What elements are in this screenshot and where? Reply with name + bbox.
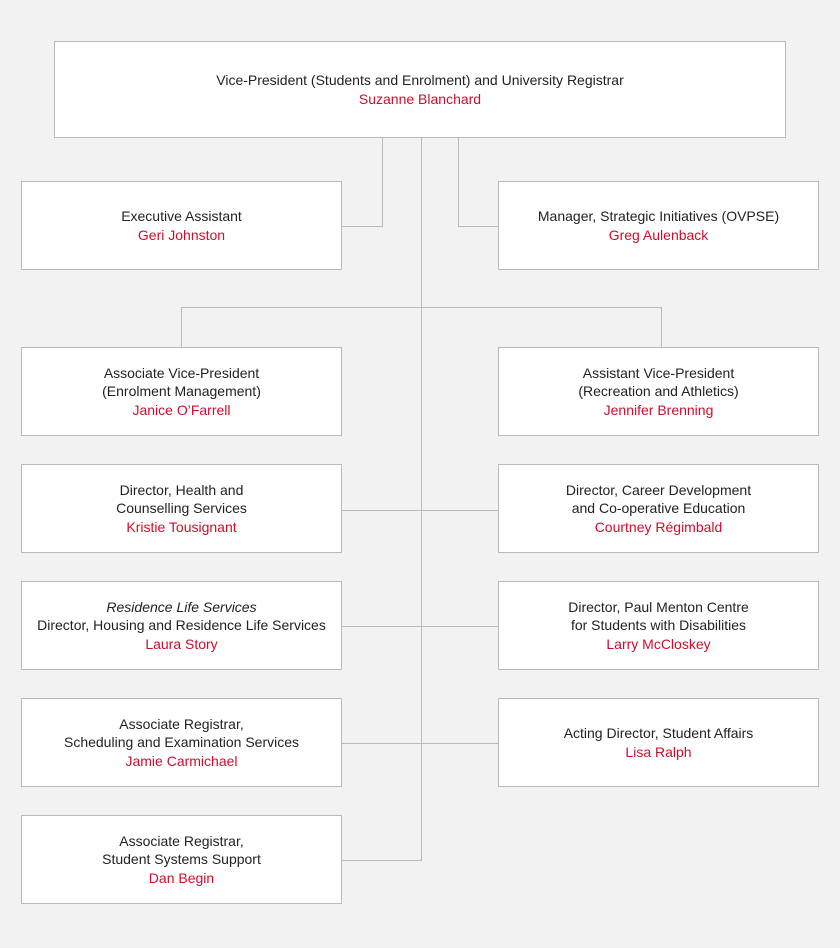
box-title-line: Acting Director, Student Affairs (563, 725, 754, 741)
connector-asvp-v (661, 307, 662, 348)
box-person-name: Jamie Carmichael (125, 752, 238, 769)
connector-branch-h (181, 307, 662, 308)
box-title-line: Director, Housing and Residence Life Services (37, 617, 326, 634)
connector-mgr-h (458, 226, 499, 227)
connector-row-sched-affairs (342, 743, 499, 744)
connector-avp-v (181, 307, 182, 348)
box-manager-strategic (498, 181, 819, 270)
box-person-name: Laura Story (145, 635, 218, 652)
box-executive-assistant (21, 181, 342, 270)
box-title-line: and Co-operative Education (571, 500, 746, 517)
box-title-line: for Students with Disabilities (570, 617, 747, 634)
box-title-line: Executive Assistant (121, 208, 242, 224)
box-housing-residence (21, 581, 342, 670)
connector-spine (421, 138, 422, 861)
connector-exec-v (382, 138, 383, 227)
box-person-name: Courtney Régimbald (594, 518, 723, 535)
box-title-line: Director, Paul Menton Centre (568, 598, 749, 615)
box-paul-menton-centre (498, 581, 819, 670)
connector-row-health-career (342, 510, 499, 511)
connector-mgr-v (458, 138, 459, 227)
box-title-line: Associate Vice-President (103, 364, 260, 381)
box-title-line: (Recreation and Athletics) (578, 383, 739, 400)
box-title-line: Scheduling and Examination Services (63, 734, 300, 751)
box-title-line: Associate Registrar, (119, 715, 244, 732)
box-assistant-vp (498, 347, 819, 436)
box-title-line: Director, Health and (119, 481, 244, 498)
box-title-line: Vice-President (Students and Enrolment) and University Registrar (216, 72, 624, 88)
box-title-line: (Enrolment Management) (102, 383, 261, 400)
box-title-line: Counselling Services (116, 500, 247, 517)
connector-row-systems (342, 860, 422, 861)
box-title-line: Assistant Vice-President (582, 364, 735, 381)
box-title-line: Student Systems Support (102, 851, 261, 868)
box-health-counselling (21, 464, 342, 553)
connector-row-housing-pmc (342, 626, 499, 627)
box-title-line: Manager, Strategic Initiatives (OVPSE) (537, 208, 780, 224)
box-person-name: Lisa Ralph (625, 743, 692, 760)
box-title-line: Associate Registrar, (119, 832, 244, 849)
box-person-name: Suzanne Blanchard (358, 90, 482, 107)
box-person-name: Geri Johnston (137, 226, 226, 243)
box-person-name: Greg Aulenback (608, 226, 709, 243)
box-associate-vp (21, 347, 342, 436)
box-person-name: Jennifer Brenning (603, 401, 714, 418)
box-student-systems (21, 815, 342, 904)
box-person-name: Larry McCloskey (606, 635, 711, 652)
box-student-affairs (498, 698, 819, 787)
connector-exec-h (342, 226, 383, 227)
box-vice-president (54, 41, 786, 138)
box-title-line: Director, Career Development (565, 481, 752, 498)
box-scheduling-examination (21, 698, 342, 787)
box-unit-label: Residence Life Services (106, 598, 257, 615)
box-person-name: Dan Begin (148, 869, 215, 886)
box-person-name: Kristie Tousignant (126, 518, 237, 535)
box-person-name: Janice O’Farrell (132, 401, 231, 418)
box-career-development (498, 464, 819, 553)
